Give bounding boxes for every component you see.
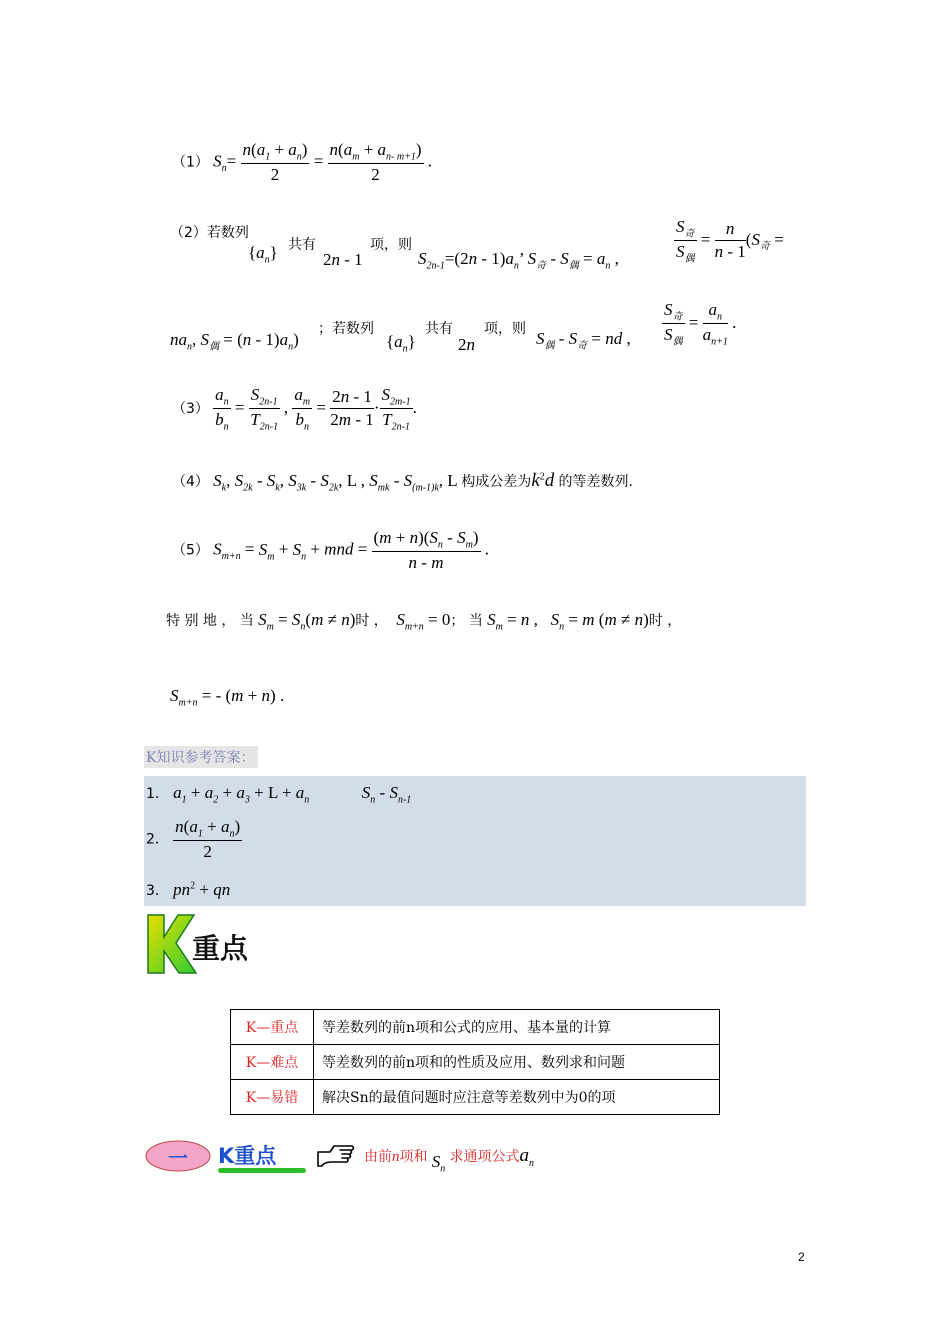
answer-3: 3． $pn^2$ + qn: [146, 880, 231, 899]
answer-2: 2． $\frac{n(a_1 + a_n)}{2}$: [146, 817, 241, 862]
k-zhongdian-badge: [146, 913, 260, 975]
special-shi2: 时 ，: [648, 613, 682, 629]
key-label: K—易错: [231, 1080, 314, 1115]
formula-5-label: （5）: [172, 542, 209, 559]
formula-2b-xiang: [484, 318, 526, 338]
table-row: [231, 1080, 720, 1115]
key-content: 解决Sn的最值问题时应注意等差数列中为0的项: [314, 1080, 720, 1115]
formula-2-line1: [170, 222, 249, 242]
key-label: K—重点: [231, 1010, 314, 1045]
pointing-hand-icon: [316, 1142, 356, 1172]
formula-2b-text2: 共有: [425, 321, 453, 337]
formula-2-label: （2）: [170, 225, 207, 241]
formula-2-text1: 若数列: [206, 225, 249, 241]
formula-2-line2: $na_n$, $S_偶 = (n - 1)a_n$): [170, 330, 299, 353]
special-dang: ； 当: [450, 613, 483, 629]
section-title-n: n: [392, 1149, 400, 1165]
section-number: 一: [168, 1146, 188, 1170]
section-title-part2: 项和: [399, 1149, 428, 1165]
answer-2-no: 2．: [146, 831, 169, 848]
formula-3: （3） $\frac{a_n}{b_n}$ = $\frac{S_{2n-1}}{T_{2n-1}}$ , $\frac{a_m}{b_n}$ = $\frac{2n - 1}{2m - 1}$ · $\frac{S_{2m-1}}{T_{2n-1}}$ .: [172, 385, 417, 433]
table-row: [231, 1010, 720, 1045]
special-text1: 特 别 地 ， 当: [166, 613, 254, 629]
formula-4: （4） $S_k$, $S_{2k} - S_k$, $S_{3k} - S_{2k}$, L , $S_{mk} - S_{(m-1)k}$, L 构成公差为$k^2d$ 的等差数列.: [172, 470, 633, 494]
key-content: 等差数列的前n项和的性质及应用、数列求和问题: [314, 1045, 720, 1080]
special-result: $S_{m+n}$ = - (m + n) .: [170, 686, 285, 709]
term-2n-1: 2n - 1: [323, 250, 363, 269]
formula-2-text2: 共有: [288, 237, 316, 253]
seq-an-2: $\{a_n\}$: [386, 332, 416, 355]
page-number: 2: [798, 1250, 805, 1264]
formula-5: （5） $S_{m+n} = S_m + S_n$ + mnd = $\frac{(m + n)(S_n - S_m)}{n - m}$ .: [172, 528, 489, 573]
formula-2b-ruo: [318, 318, 374, 338]
formula-4-text2: 的等差数列.: [558, 474, 633, 490]
k-badge-text: 重点: [192, 932, 249, 965]
key-content: 等差数列的前n项和公式的应用、基本量的计算: [314, 1010, 720, 1045]
formula-2b-gongyou: [425, 318, 453, 338]
formula-2-text3: 项，则: [370, 237, 412, 253]
section-title-part3: 求通项公式: [449, 1149, 520, 1165]
section-title-part1: 由前: [364, 1149, 392, 1165]
formula-1-label: （1）: [172, 154, 209, 171]
section-title: 由前n项和 $S_n$ 求通项公式$a_n$: [364, 1145, 534, 1175]
answer-1-no: 1．: [146, 786, 169, 802]
section-number-bubble: [144, 1138, 212, 1174]
key-points-table: [230, 1009, 720, 1115]
term-2n: 2n: [458, 335, 475, 354]
formula-4-label: （4）: [172, 474, 209, 490]
formula-4-text: 构成公差为: [461, 474, 532, 490]
formula-3-label: （3）: [172, 400, 209, 417]
formula-2b-text1: ；若数列: [318, 321, 374, 337]
answer-1: 1． $a_1 + a_2 + a_3 + L + a_n$ $S_n - S_{n-1}$: [146, 783, 412, 806]
formula-2b-diff: $S_偶 - S_奇$ = nd ,: [536, 329, 631, 352]
formula-1: （1） $S_n=$ $\frac{n(a_1 + a_n)}{2}$ = $\frac{n(a_m + a_{n- m+1})}{2}$ .: [172, 140, 433, 185]
answer-title: K知识参考答案：: [144, 746, 258, 768]
formula-2-s2n1: $S_{2n-1}=(2n - 1)a_n$’ $S_奇 - S_偶 = a_n$ ,: [418, 249, 619, 272]
key-label: K—难点: [231, 1045, 314, 1080]
special-case: 特 别 地 ， 当 $S_m = S_n(m \ne n)$时 ， $S_{m+n} = 0$； 当 $S_m = n$ , $S_n = m$ (m ≠ n)时 ，: [166, 610, 682, 633]
formula-2b-ratio: $\frac{S_奇}{S_偶}$ = $\frac{a_n}{a_{n+1}}$ .: [664, 300, 737, 348]
special-shi: 时 ，: [355, 613, 388, 629]
formula-2-ratio: $\frac{S_奇}{S_偶}$ = $\frac{n}{n - 1}$ ($S_奇$ =: [676, 217, 784, 265]
seq-an-1: $\{a_n\}$: [248, 243, 278, 266]
formula-2b-text3: 项，则: [484, 321, 526, 337]
table-row: [231, 1045, 720, 1080]
formula-2-gongyou: [288, 234, 316, 254]
section-tag: K重点: [218, 1144, 277, 1168]
section-tag-underline: [218, 1168, 306, 1173]
answer-3-no: 3．: [146, 883, 169, 899]
formula-2-xiang: [370, 234, 412, 254]
